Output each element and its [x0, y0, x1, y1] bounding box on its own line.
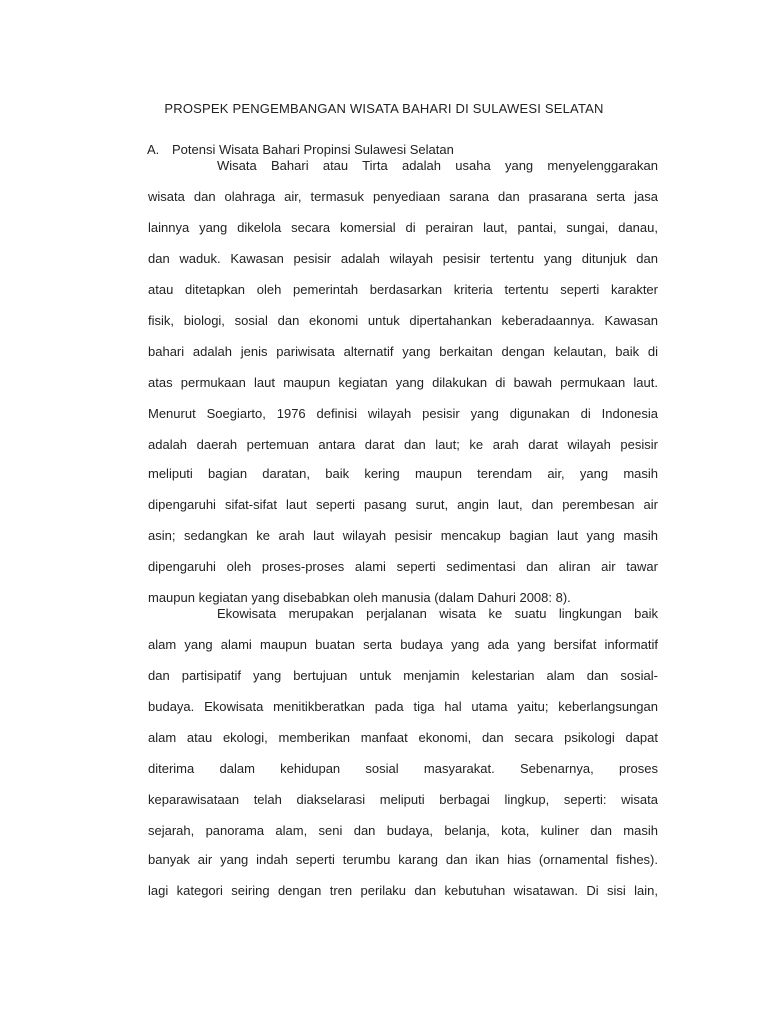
page-title: PROSPEK PENGEMBANGAN WISATA BAHARI DI SULAWESI SELATAN [164, 101, 604, 116]
paragraph-line: budaya. Ekowisata menitikberatkan pada tiga hal utama yaitu; keberlangsungan [148, 699, 658, 714]
paragraph-line: keparawisataan telah diakselarasi meliputi berbagai lingkup, seperti: wisata [148, 792, 658, 807]
paragraph-line: dan partisipatif yang bertujuan untuk menjamin kelestarian alam dan sosial- [148, 668, 658, 683]
paragraph-line: Ekowisata merupakan perjalanan wisata ke suatu lingkungan baik [217, 606, 658, 621]
paragraph-line: wisata dan olahraga air, termasuk penyediaan sarana dan prasarana serta jasa [148, 189, 658, 204]
paragraph-line: diterima dalam kehidupan sosial masyarakat. Sebenarnya, proses [148, 761, 658, 776]
paragraph-line: asin; sedangkan ke arah laut wilayah pesisir mencakup bagian laut yang masih [148, 528, 658, 543]
paragraph-line: alam atau ekologi, memberikan manfaat ekonomi, dan secara psikologi dapat [148, 730, 658, 745]
paragraph-line: maupun kegiatan yang disebabkan oleh manusia (dalam Dahuri 2008: 8). [148, 590, 571, 605]
paragraph-line: dan waduk. Kawasan pesisir adalah wilayah pesisir tertentu yang ditunjuk dan [148, 251, 658, 266]
section-heading [147, 142, 454, 157]
paragraph-line: fisik, biologi, sosial dan ekonomi untuk dipertahankan keberadaannya. Kawasan [148, 313, 658, 328]
paragraph-line: dipengaruhi oleh proses-proses alami seperti sedimentasi dan aliran air tawar [148, 559, 658, 574]
paragraph-line: dipengaruhi sifat-sifat laut seperti pasang surut, angin laut, dan perembesan air [148, 497, 658, 512]
paragraph-line: Menurut Soegiarto, 1976 definisi wilayah pesisir yang digunakan di Indonesia [148, 406, 658, 421]
paragraph-line: lagi kategori seiring dengan tren perilaku dan kebutuhan wisatawan. Di sisi lain, [148, 883, 658, 898]
paragraph-line: atas permukaan laut maupun kegiatan yang dilakukan di bawah permukaan laut. [148, 375, 658, 390]
paragraph-line: lainnya yang dikelola secara komersial di perairan laut, pantai, sungai, danau, [148, 220, 658, 235]
paragraph-line: banyak air yang indah seperti terumbu karang dan ikan hias (ornamental fishes). [148, 852, 658, 867]
section-title: Potensi Wisata Bahari Propinsi Sulawesi Selatan [172, 142, 454, 157]
paragraph-line: Wisata Bahari atau Tirta adalah usaha yang menyelenggarakan [217, 158, 658, 173]
paragraph-line: atau ditetapkan oleh pemerintah berdasarkan kriteria tertentu seperti karakter [148, 282, 658, 297]
paragraph-line: bahari adalah jenis pariwisata alternatif yang berkaitan dengan kelautan, baik di [148, 344, 658, 359]
paragraph-line: meliputi bagian daratan, baik kering maupun terendam air, yang masih [148, 466, 658, 481]
section-number: A. [147, 142, 160, 157]
paragraph-line: alam yang alami maupun buatan serta budaya yang ada yang bersifat informatif [148, 637, 658, 652]
paragraph-line: adalah daerah pertemuan antara darat dan laut; ke arah darat wilayah pesisir [148, 437, 658, 452]
paragraph-line: sejarah, panorama alam, seni dan budaya, belanja, kota, kuliner dan masih [148, 823, 658, 838]
